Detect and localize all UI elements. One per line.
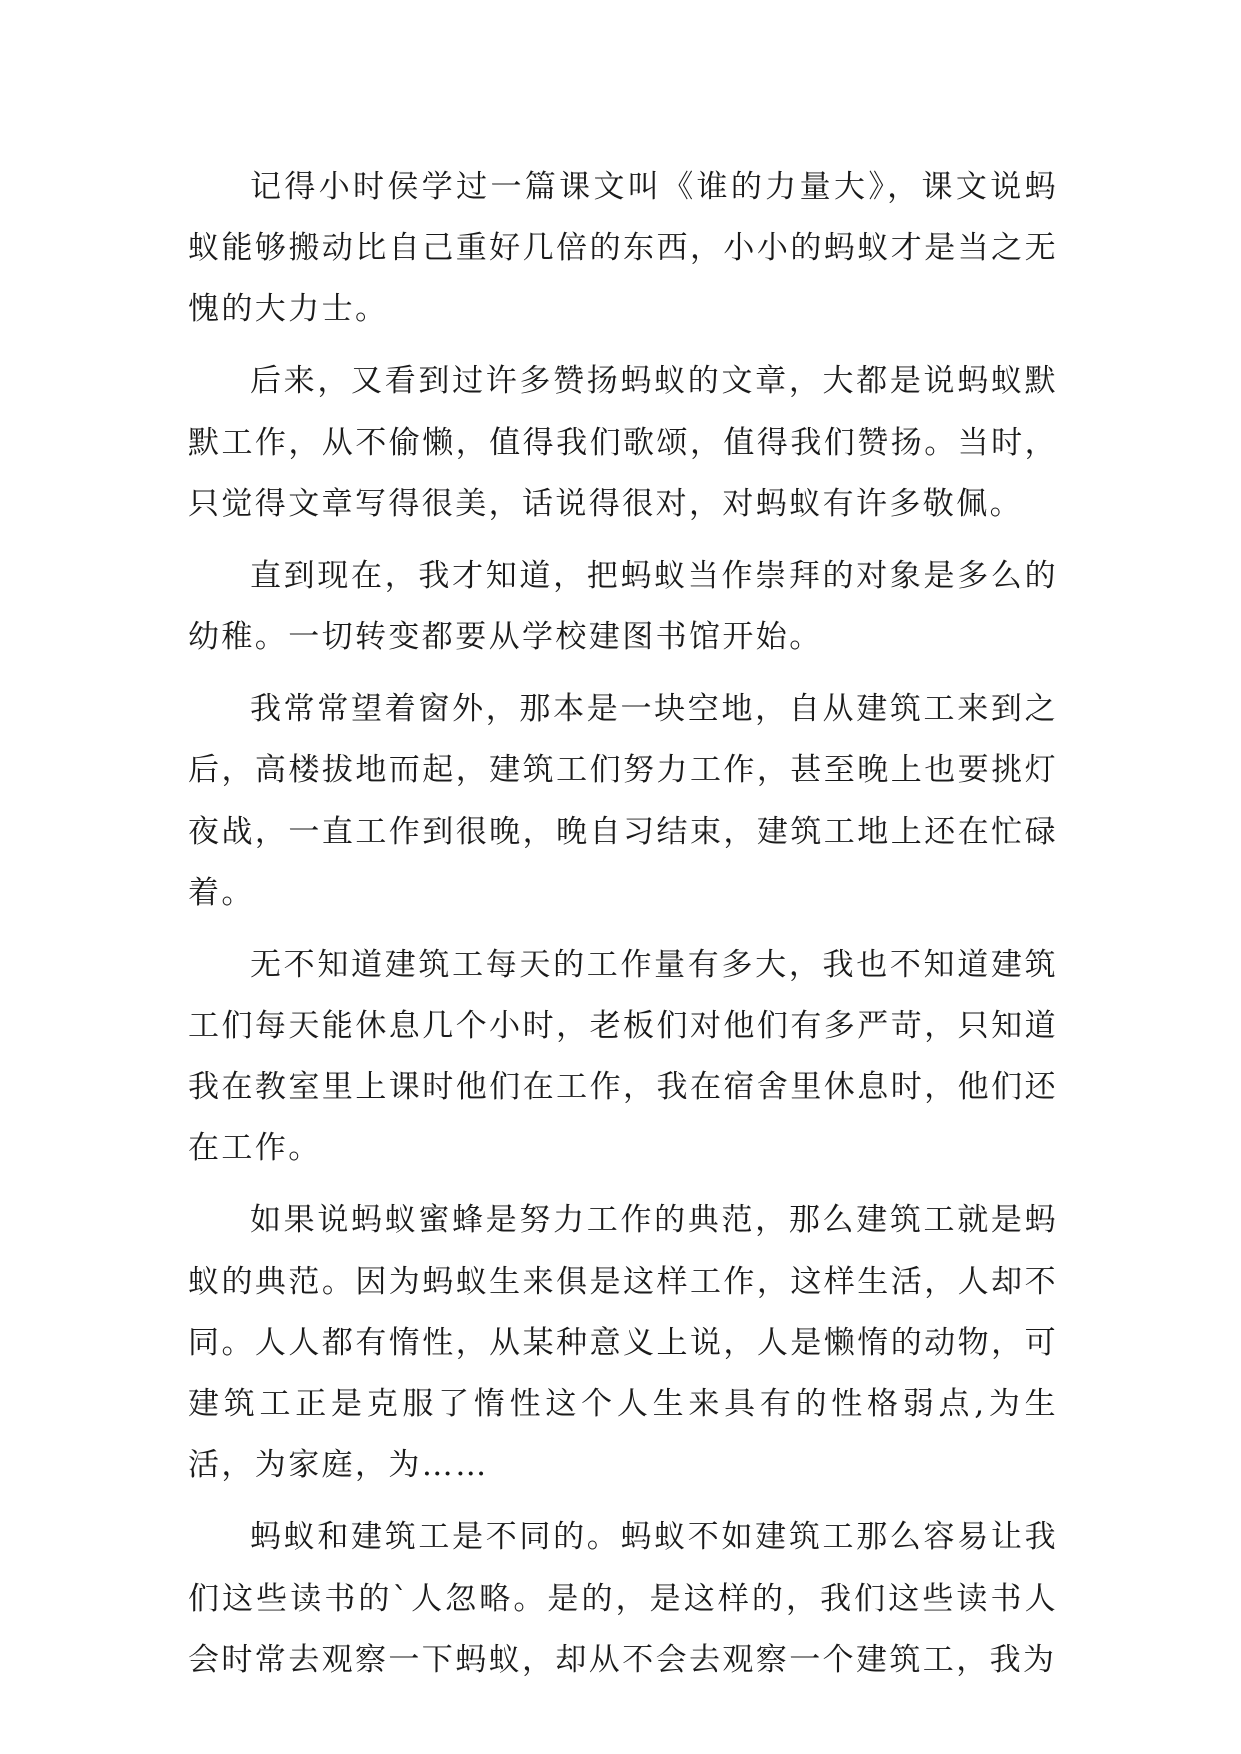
document-body — [188, 157, 1058, 1702]
paragraph-3: 直到现在，我才知道，把蚂蚁当作崇拜的对象是多么的幼稚。一切转变都要从学校建图书馆开始。 — [188, 557, 1058, 656]
paragraph-2: 后来，又看到过许多赞扬蚂蚁的文章，大都是说蚂蚁默默工作，从不偷懒，值得我们歌颂，值得我们赞扬。当时，只觉得文章写得很美，话说得很对，对蚂蚁有许多敬佩。 — [188, 363, 1058, 522]
paragraph-5: 无不知道建筑工每天的工作量有多大，我也不知道建筑工们每天能休息几个小时，老板们对他们有多严苛，只知道我在教室里上课时他们在工作，我在宿舍里休息时，他们还在工作。 — [188, 946, 1058, 1167]
paragraph-6: 如果说蚂蚁蜜蜂是努力工作的典范，那么建筑工就是蚂蚁的典范。因为蚂蚁生来俱是这样工作，这样生活，人却不同。人人都有惰性，从某种意义上说，人是懒惰的动物，可建筑工正是克服了惰性这个人生来具有的性格弱点,为生活，为家庭，为…… — [188, 1202, 1058, 1484]
paragraph-4: 我常常望着窗外，那本是一块空地，自从建筑工来到之后，高楼拔地而起，建筑工们努力工作，甚至晚上也要挑灯夜战，一直工作到很晚，晚自习结束，建筑工地上还在忙碌着。 — [188, 691, 1058, 911]
paragraph-1: 记得小时侯学过一篇课文叫《谁的力量大》，课文说蚂蚁能够搬动比自己重好几倍的东西，小小的蚂蚁才是当之无愧的大力士。 — [188, 169, 1058, 328]
paragraph-7: 蚂蚁和建筑工是不同的。蚂蚁不如建筑工那么容易让我们这些读书的`人忽略。是的，是这样的，我们这些读书人会时常去观察一下蚂蚁，却从不会去观察一个建筑工，我为 — [188, 1519, 1058, 1678]
